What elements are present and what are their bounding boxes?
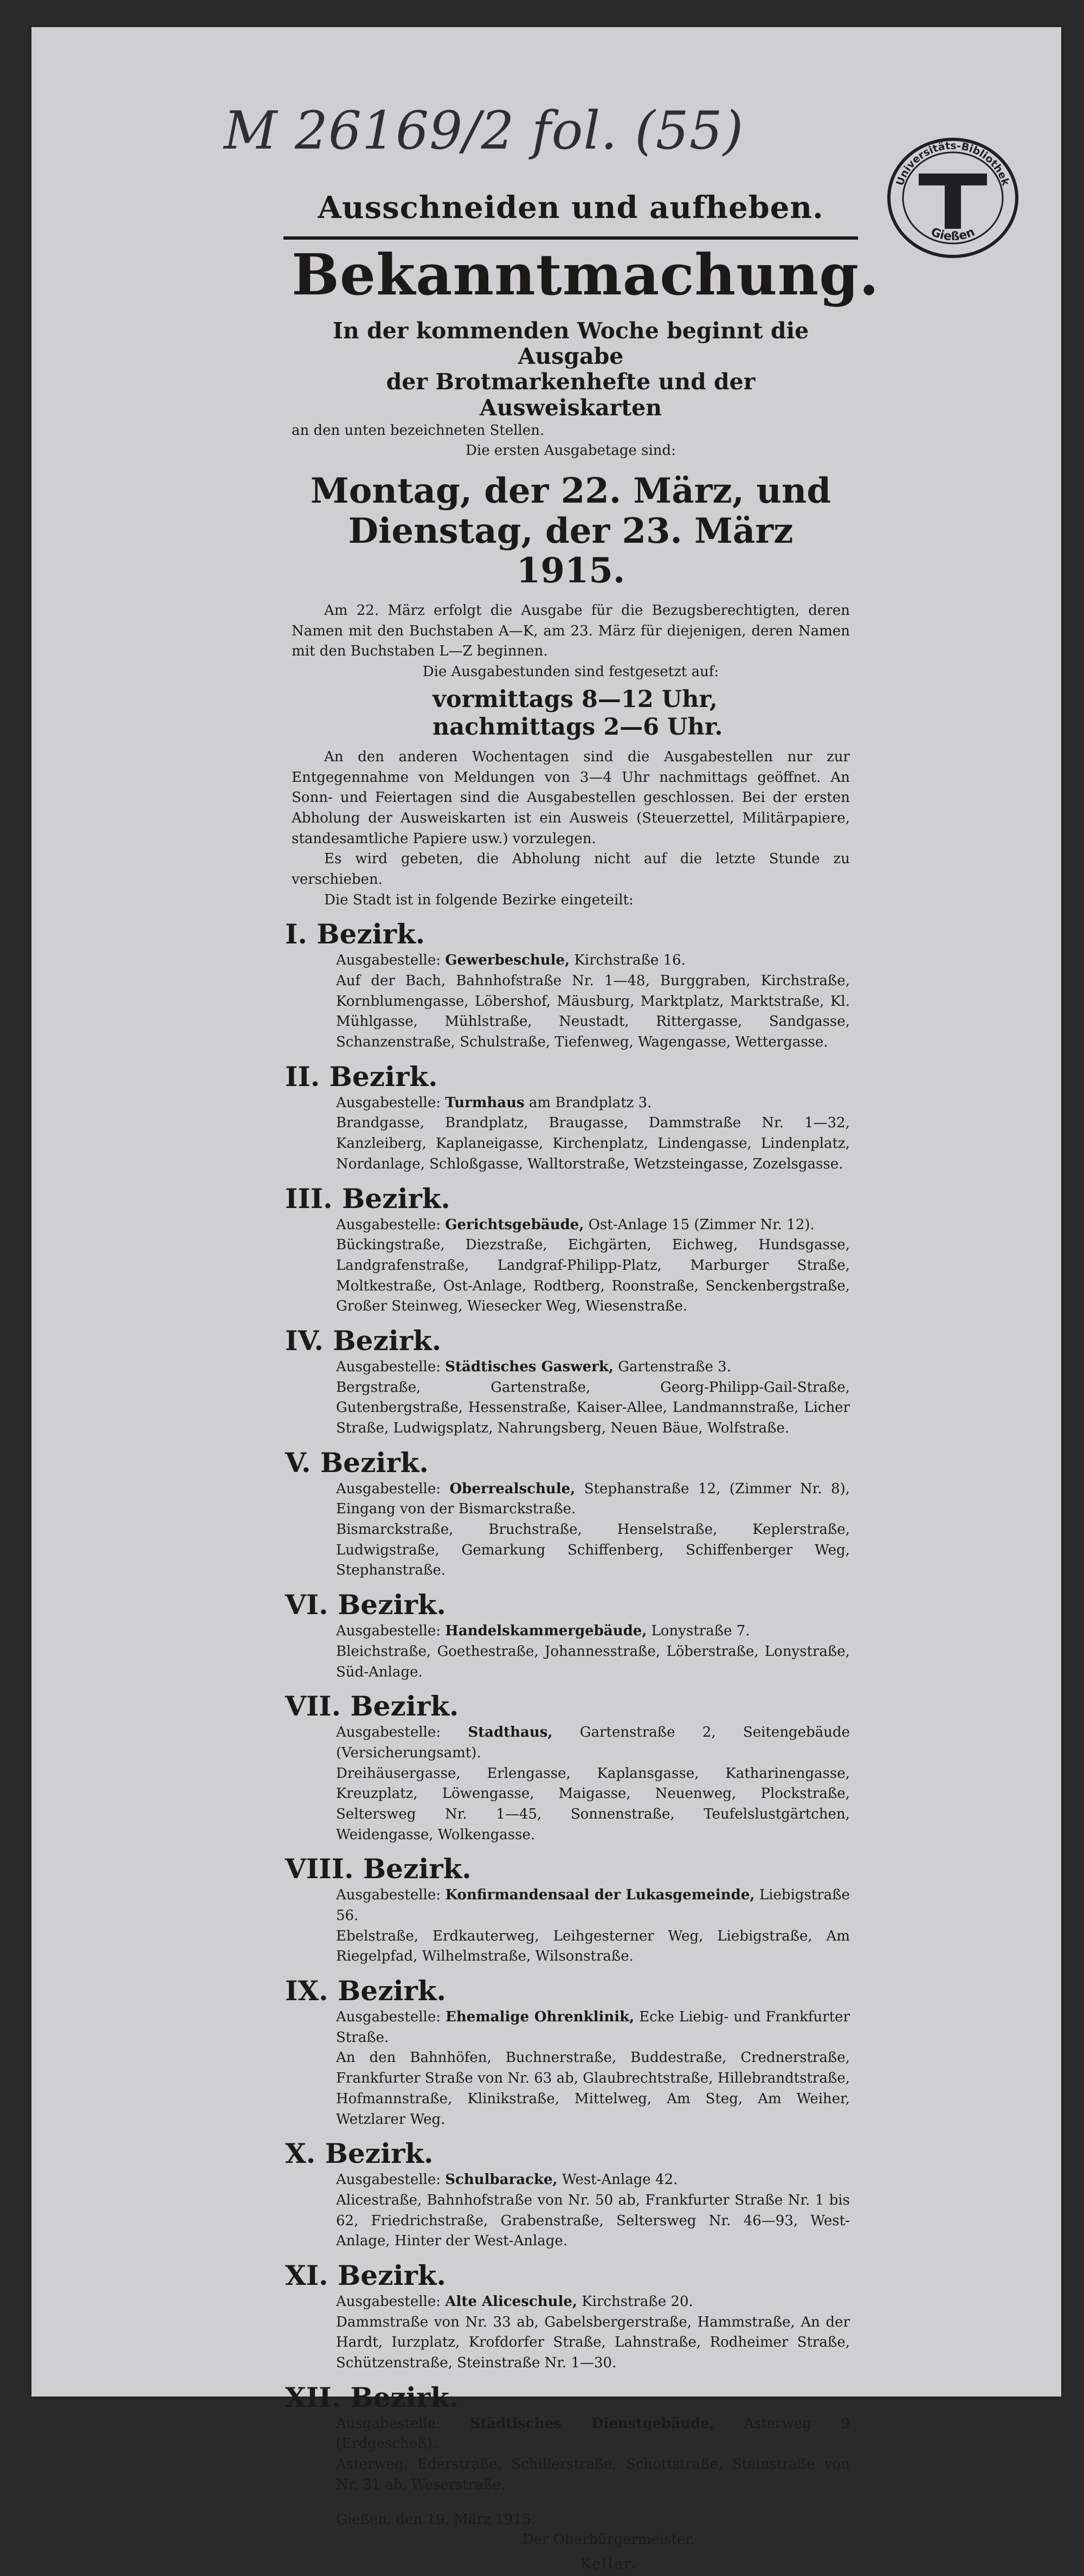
district-streets: Asterweg, Ederstraße, Schillerstraße, Schottstraße, Steinstraße von Nr. 31 ab, Weserstraße. bbox=[336, 2456, 850, 2493]
issue-office-label: Ausgabestelle: bbox=[336, 952, 441, 969]
district-streets: Dreihäusergasse, Erlengasse, Kaplansgasse, Katharinengasse, Kreuzplatz, Löwengasse, Maigasse, Neuenweg, Plockstraße, Seltersweg Nr. 1—45, Sonnenstraße, Teufelslustgärtchen, Weidengasse, Wolkengasse. bbox=[336, 1765, 850, 1843]
district-streets: Bückingstraße, Diezstraße, Eichgärten, Eichweg, Hundsgasse, Landgrafenstraße, Landgraf-Philipp-Platz, Marburger Straße, Moltkestraße, Ost-Anlage, Rodtberg, Roonstraße, Senckenbergstraße, Großer Steinweg, Wiesecker Weg, Wiesenstraße. bbox=[336, 1237, 850, 1315]
district-heading: X. Bezirk. bbox=[285, 2137, 434, 2170]
district-heading: VI. Bezirk. bbox=[285, 1589, 446, 1621]
issue-office-name: Gewerbeschule, bbox=[445, 952, 570, 969]
issue-office-label: Ausgabestelle: bbox=[336, 1216, 441, 1233]
issue-office-address: am Brandplatz 3. bbox=[528, 1094, 652, 1111]
intro-lead-2: der Brotmarkenhefte und der Ausweiskarten bbox=[386, 369, 756, 421]
issue-office-label: Ausgabestelle: bbox=[336, 1480, 441, 1497]
issue-office-address: West-Anlage 42. bbox=[562, 2172, 678, 2188]
issue-office-name: Ehemalige Ohrenklinik, bbox=[446, 2009, 635, 2026]
district-streets: An den Bahnhöfen, Buchnerstraße, Buddestraße, Crednerstraße, Frankfurter Straße von Nr. 63 ab, Glaubrechtstraße, Hillebrandtstraße, Hofmannstraße, Klinikstraße, Mittelweg, Am Steg, Am Weiher, Wetzlarer Weg. bbox=[336, 2050, 850, 2128]
district-heading: V. Bezirk. bbox=[285, 1446, 429, 1479]
district-block bbox=[285, 2381, 850, 2496]
issue-office-line bbox=[336, 1357, 850, 1378]
issue-office-line bbox=[336, 2414, 850, 2455]
first-days-label: Die ersten Ausgabetage sind: bbox=[466, 442, 676, 459]
district-heading: XI. Bezirk. bbox=[285, 2259, 446, 2291]
district-block bbox=[285, 1853, 850, 1967]
alphabet-note: Am 22. März erfolgt die Ausgabe für die Bezugsberechtigten, deren Namen mit den Buchstaben A—K, am 23. März für diejenigen, deren Namen mit den Buchstaben L—Z beginnen. bbox=[292, 602, 850, 660]
district-details bbox=[336, 2414, 850, 2496]
request-note: Es wird gebeten, die Abholung nicht auf die letzte Stunde zu verschieben. bbox=[292, 851, 850, 888]
issue-office-label: Ausgabestelle: bbox=[336, 2293, 441, 2310]
district-streets: Bleichstraße, Goethestraße, Johannesstraße, Löberstraße, Lonystraße, Süd-Anlage. bbox=[336, 1643, 850, 1680]
district-heading: I. Bezirk. bbox=[285, 918, 425, 950]
issue-office-address: Asterweg 9 (Erdgeschoß). bbox=[336, 2415, 850, 2452]
district-details bbox=[336, 1723, 850, 1845]
district-streets: Bergstraße, Gartenstraße, Georg-Philipp-Gail-Straße, Gutenbergstraße, Hessenstraße, Kaiser-Allee, Landmannstraße, Licher Straße, Ludwigsplatz, Nahrungsberg, Neuen Bäue, Wolfstraße. bbox=[336, 1379, 850, 1437]
district-heading: XII. Bezirk. bbox=[285, 2381, 459, 2413]
issue-office-label: Ausgabestelle: bbox=[336, 1094, 441, 1111]
district-block bbox=[285, 1446, 850, 1581]
signer-title: Der Oberbürgermeister. bbox=[522, 2532, 695, 2548]
issue-office-address: Ost-Anlage 15 (Zimmer Nr. 12). bbox=[588, 1216, 815, 1233]
issue-office-address: Ecke Liebig- und Frankfurter Straße. bbox=[336, 2009, 850, 2046]
stamp-seal-icon bbox=[885, 136, 1021, 260]
district-streets: Alicestraße, Bahnhofstraße von Nr. 50 ab, Frankfurter Straße Nr. 1 bis 62, Friedrichstraße, Grabenstraße, Seltersweg Nr. 46—93, West-Anlage, Hinter der West-Anlage. bbox=[336, 2192, 850, 2250]
library-stamp bbox=[885, 136, 1021, 260]
district-block bbox=[285, 2137, 850, 2252]
signer-name: Keller. bbox=[580, 2555, 637, 2572]
issue-office-address: Kirchstraße 16. bbox=[574, 952, 686, 969]
issue-office-name: Stadthaus, bbox=[468, 1724, 553, 1741]
issue-office-line bbox=[336, 2007, 850, 2048]
district-block bbox=[285, 2259, 850, 2374]
district-block bbox=[285, 1690, 850, 1845]
district-streets: Bismarckstraße, Bruchstraße, Henselstraße, Keplerstraße, Ludwigstraße, Gemarkung Schiffenberg, Schiffenberger Weg, Stephanstraße. bbox=[336, 1521, 850, 1579]
issue-office-line bbox=[336, 2170, 850, 2190]
issue-office-name: Schulbaracke, bbox=[445, 2172, 558, 2188]
document-sheet bbox=[31, 27, 1061, 2572]
hours-afternoon: nachmittags 2—6 Uhr. bbox=[433, 714, 723, 741]
district-block bbox=[285, 1589, 850, 1682]
issue-office-name: Oberrealschule, bbox=[449, 1480, 576, 1497]
district-heading: VII. Bezirk. bbox=[285, 1690, 459, 1723]
stamp-top-text: Universitäts-Bibliothek bbox=[894, 139, 1012, 188]
issue-office-label: Ausgabestelle: bbox=[336, 2009, 441, 2026]
district-details bbox=[336, 1479, 850, 1581]
issue-office-name: Gerichtsgebäude, bbox=[445, 1216, 584, 1233]
issue-office-label: Ausgabestelle: bbox=[336, 1358, 441, 1375]
district-details bbox=[336, 2170, 850, 2252]
issue-office-line bbox=[336, 1215, 850, 1236]
district-details bbox=[336, 1885, 850, 1967]
signature-block bbox=[367, 2528, 850, 2575]
issue-office-label: Ausgabestelle: bbox=[336, 1724, 441, 1741]
issue-office-name: Städtisches Gaswerk, bbox=[445, 1358, 614, 1375]
issue-office-name: Alte Aliceschule, bbox=[445, 2293, 577, 2310]
district-details bbox=[336, 1621, 850, 1682]
issue-office-address: Kirchstraße 20. bbox=[582, 2293, 693, 2310]
issue-office-label: Ausgabestelle: bbox=[336, 1887, 441, 1904]
district-heading: II. Bezirk. bbox=[285, 1060, 438, 1093]
issue-office-label: Ausgabestelle: bbox=[336, 2415, 441, 2432]
issue-office-line bbox=[336, 1723, 850, 1763]
district-details bbox=[336, 1357, 850, 1439]
issue-office-address: Gartenstraße 2, Seitengebäude (Versicherungsamt). bbox=[336, 1724, 850, 1761]
issue-office-address: Lonystraße 7. bbox=[651, 1623, 750, 1640]
intro-lead-3: an den unten bezeichneten Stellen. bbox=[292, 422, 545, 439]
cut-out-notice: Ausschneiden und aufheben. bbox=[318, 190, 824, 226]
issue-office-line bbox=[336, 950, 850, 971]
hours-morning: vormittags 8—12 Uhr, bbox=[433, 685, 718, 713]
district-details bbox=[336, 950, 850, 1052]
header-rule bbox=[283, 236, 858, 240]
issue-dates bbox=[292, 471, 850, 591]
weekday-note: An den anderen Wochentagen sind die Ausgabestellen nur zur Entgegennahme von Meldungen von 3—4 Uhr nachmittags geöffnet. An Sonn- und Feiertagen sind die Ausgabestellen geschlossen. Bei der ersten Abholung der Ausweiskarten ist ein Ausweis (Steuerzettel, Militärpapiere, standesamtliche Papiere usw.) vorzulegen. bbox=[292, 748, 850, 847]
issue-office-name: Turmhaus bbox=[445, 1094, 525, 1111]
district-block bbox=[285, 1975, 850, 2130]
issue-office-label: Ausgabestelle: bbox=[336, 1623, 441, 1640]
issue-office-address: Gartenstraße 3. bbox=[618, 1358, 732, 1375]
district-streets: Auf der Bach, Bahnhofstraße Nr. 1—48, Burggraben, Kirchstraße, Kornblumengasse, Löbershof, Mäusburg, Marktplatz, Marktstraße, Kl. Mühlgasse, Mühlstraße, Neustadt, Rittergasse, Sandgasse, Schanzenstraße, Schulstraße, Tiefenweg, Wagengasse, Wettergasse. bbox=[336, 973, 850, 1051]
issue-date-tuesday: Dienstag, der 23. März 1915. bbox=[348, 510, 793, 592]
district-streets: Brandgasse, Brandplatz, Braugasse, Dammstraße Nr. 1—32, Kanzleiberg, Kaplaneigasse, Kirchenplatz, Lindengasse, Lindenplatz, Nordanlage, Schloßgasse, Walltorstraße, Wetzsteingasse, Zozelsgasse. bbox=[336, 1115, 850, 1172]
district-list bbox=[285, 918, 850, 2495]
district-details bbox=[336, 2292, 850, 2374]
district-heading: IV. Bezirk. bbox=[285, 1324, 442, 1357]
district-block bbox=[285, 1060, 850, 1175]
district-heading: III. Bezirk. bbox=[285, 1182, 450, 1215]
districts-intro: Die Stadt ist in folgende Bezirke eingeteilt: bbox=[324, 891, 634, 908]
district-streets: Dammstraße von Nr. 33 ab, Gabelsbergerstraße, Hammstraße, An der Hardt, Iurzplatz, Krofdorfer Straße, Lahnstraße, Rodheimer Straße, Schützenstraße, Steinstraße Nr. 1—30. bbox=[336, 2314, 850, 2372]
intro-lead-1: In der kommenden Woche beginnt die Ausgabe bbox=[332, 318, 809, 370]
issue-office-address: Stephanstraße 12, (Zimmer Nr. 8), Eingang von der Bismarckstraße. bbox=[336, 1480, 850, 1518]
district-heading: IX. Bezirk. bbox=[285, 1975, 446, 2007]
issue-office-line bbox=[336, 1885, 850, 1926]
district-block bbox=[285, 1324, 850, 1439]
issue-office-line bbox=[336, 1479, 850, 1520]
issue-office-line bbox=[336, 1621, 850, 1642]
place-date: Gießen, den 19. März 1915. bbox=[336, 2511, 536, 2528]
district-block bbox=[285, 1182, 850, 1317]
district-heading: VIII. Bezirk. bbox=[285, 1853, 472, 1885]
notice-content bbox=[285, 190, 880, 2576]
issue-office-name: Konfirmandensaal der Lukasgemeinde, bbox=[445, 1887, 755, 1904]
issue-office-name: Städtisches Dienstgebäude, bbox=[470, 2415, 714, 2432]
issue-office-line bbox=[336, 1093, 850, 1114]
handwritten-archive-reference: M 26169/2 fol. (55) bbox=[224, 100, 744, 161]
page-title: Bekanntmachung. bbox=[292, 241, 880, 308]
district-details bbox=[336, 2007, 850, 2130]
stamp-bottom-text: Gießen bbox=[928, 225, 977, 244]
issue-office-label: Ausgabestelle: bbox=[336, 2172, 441, 2188]
issue-office-address: Liebigstraße 56. bbox=[336, 1887, 850, 1924]
hours-intro: Die Ausgabestunden sind festgesetzt auf: bbox=[422, 663, 719, 680]
issue-office-line bbox=[336, 2292, 850, 2312]
opening-hours bbox=[433, 686, 850, 742]
issue-office-name: Handelskammergebäude, bbox=[445, 1623, 647, 1640]
district-streets: Ebelstraße, Erdkauterweg, Leihgesterner Weg, Liebigstraße, Am Riegelpfad, Wilhelmstraße, Wilsonstraße. bbox=[336, 1928, 850, 1965]
district-block bbox=[285, 918, 850, 1052]
district-details bbox=[336, 1093, 850, 1175]
issue-date-monday: Montag, der 22. März, und bbox=[310, 471, 831, 512]
district-details bbox=[336, 1215, 850, 1317]
